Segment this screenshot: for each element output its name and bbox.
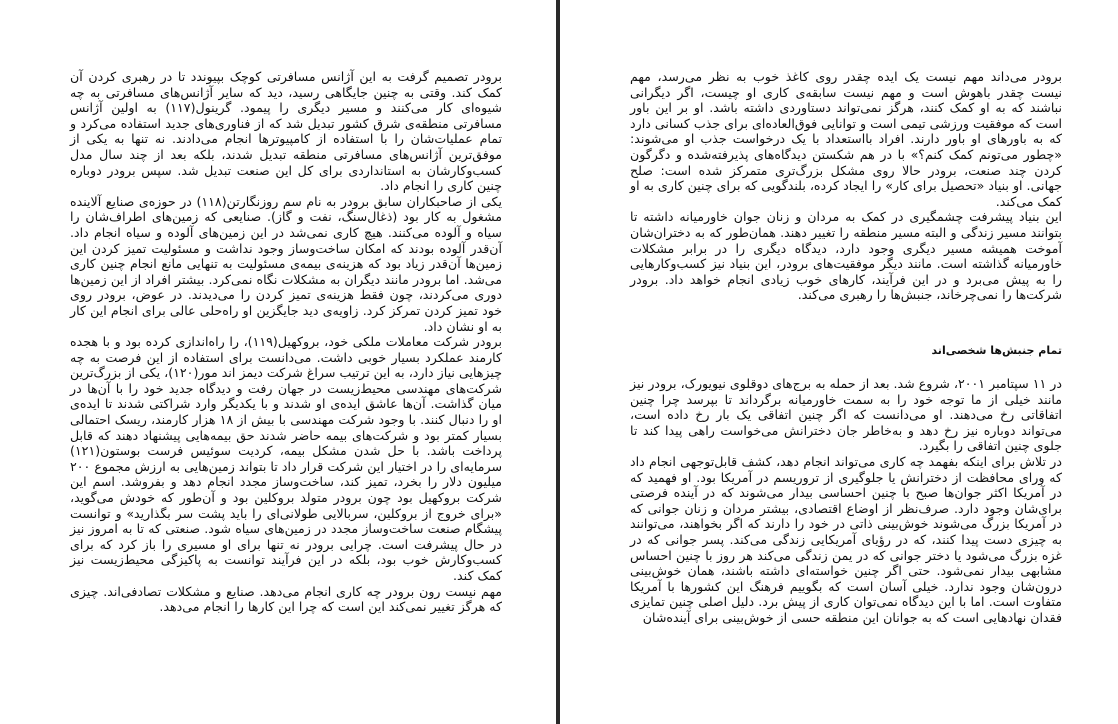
paragraph: برودر می‌داند مهم نیست یک ایده چقدر روی کاغذ خوب به نظر می‌رسد، مهم نیست چقدر باهوش است و مهم نیست سابقه‌ی کاری او چیست، اگر دیگرانی نباشند که به او کمک کنند، هرگز نمی‌تواند دستاوردی داشته باشد. او بر این باور است که موفقیت ورزشی تیمی است و توانایی فوق‌العاده‌ای برای جذب کسانی دارد که به باورهای او باور دارند. افراد بااستعداد با یک درخواست جذب او می‌شوند: «چطور می‌تونم کمک کنم؟» با در هم شکستن دیدگاه‌های پذیرفته‌شده و دگرگون کردن چند صنعت، برودر حالا روی مشکل بزرگ‌تری متمرکز شده است: صلح جهانی. او بنیاد «تحصیل برای کار» را ایجاد کرده، بلندگویی که برای چنین کاری به او کمک می‌کند. <box>630 69 1062 209</box>
paragraph: در تلاش برای اینکه بفهمد چه کاری می‌تواند انجام دهد، کشف قابل‌توجهی انجام داد که ورای محافظت از دخترانش یا جلوگیری از تروریسم در آمریکا بود. او فهمید که در آمریکا اکثر جوان‌ها صبح با چنین احساسی بیدار می‌شوند که در آینده فرصتی برای‌شان وجود دارد. صرف‌نظر از اوضاع اقتصادی، بیشتر مردان و زنان جوانی که در آمریکا بزرگ می‌شوند خوش‌بینی ذاتی در خود را دارند که اگر بخواهند، می‌توانند به چیزی دست پیدا کنند، که در رؤیای آمریکایی زندگی می‌کند. پسر جوانی که در غزه بزرگ می‌شود یا دختر جوانی که در یمن زندگی می‌کند هر روز با چنین احساس مشابهی بیدار نمی‌شود. حتی اگر چنین خواسته‌ای داشته باشند، همان خوش‌بینی درون‌شان وجود ندارد. خیلی آسان است که بگوییم فرهنگ این کشورها با آمریکا متفاوت است. اما با این دیدگاه نمی‌توان کاری از پیش برد. دلیل اصلی چنین تمایزی فقدان نهادهایی است که به جوانان این منطقه حسی از خوش‌بینی برای آینده‌شان <box>630 453 1062 625</box>
paragraph: در ۱۱ سپتامبر ۲۰۰۱، شروع شد. بعد از حمله به برج‌های دوقلوی نیویورک، برودر نیز مانند خیلی از ما توجه خود را به سمت خاورمیانه برگرداند تا بپرسد چرا چنین اتفاقاتی رخ می‌دهند. او می‌دانست که اگر چنین اتفاقی یک بار رخ داده است، می‌تواند دوباره نیز رخ دهد و به‌خاطر جان دخترانش می‌خواست راهی پیدا کند تا جلوی چنین اتفاقی را بگیرد. <box>630 376 1062 454</box>
section-heading: تمام جنبش‌ها شخصی‌اند <box>931 344 1062 357</box>
paragraph: یکی از صاحبکاران سابق برودر به نام سم روزنگارتن(۱۱۸) در حوزه‌ی صنایع آلاینده مشغول به کار بود (ذغال‌سنگ، نفت و گاز). صنایعی که زمین‌های اطراف‌شان را سیاه و آلوده می‌کنند. هیچ کاری نمی‌شد در این زمین‌های آلوده و سیاه انجام داد. آن‌قدر آلوده بودند که امکان ساخت‌وساز وجود نداشت و مسئولیت تمیز کردن این زمین‌ها آن‌قدر زیاد بود که هزینه‌ی بیمه‌ی مسئولیت به تنهایی مانع انجام چنین کاری می‌شد. اما برودر مانند دیگران به مشکلات نگاه نمی‌کرد. بیشتر افراد از این زمین‌ها دوری می‌کردند، چون فقط هزینه‌ی تمیز کردن را می‌دیدند. در عوض، برودر روی خود تمیز کردن تمرکز کرد. زاویه‌ی دید جایگزین او راه‌حلی عالی برای انجام این کار به او نشان داد. <box>70 193 502 334</box>
paragraph: برودر تصمیم گرفت به این آژانس مسافرتی کوچک بپیوندد تا در رهبری کردن آن کمک کند. وقتی به چنین جایگاهی رسید، دید که سایر آژانس‌های مسافرتی به چه شیوه‌ای کار می‌کنند و مسیر دیگری را پیمود. گرینول(۱۱۷) به اولین آژانس مسافرتی منطقه‌ی شرق کشور تبدیل شد که از فناوری‌های جدید استفاده می‌کرد و تمام عملیات‌شان را با استفاده از کامپیوترها انجام می‌دادند. نه تنها به یکی از موفق‌ترین آژانس‌های مسافرتی منطقه تبدیل شدند، بلکه بعد از چند سال مدل کسب‌وکارشان به استانداردی برای کل این صنعت تبدیل شد. سپس برودر دوباره چنین کاری را انجام داد. <box>70 69 502 194</box>
right-page <box>560 0 1116 724</box>
left-page-body <box>70 69 502 615</box>
paragraph: برودر شرکت معاملات ملکی خود، بروکهیل(۱۱۹)، را راه‌اندازی کرده بود و با هجده کارمند عملکرد بسیار خوبی داشت. می‌دانست برای استفاده از این فرصت به چه چیزهایی نیاز دارد، به این ترتیب سراغ شرکت دیمز اند مور(۱۲۰)، یکی از بزرگ‌ترین شرکت‌های مهندسی محیط‌زیست در جهان رفت و دیدگاه جدید خود را با آن‌ها در میان گذاشت. آن‌ها عاشق ایده‌ی او شدند و با یکدیگر وارد شراکتی شدند تا ایده‌ی او را دنبال کنند. با وجود شرکت مهندسی با بیش از ۱۸ هزار کارمند، ریسک احتمالی بسیار کمتر بود و شرکت‌های بیمه حاضر شدند حق بیمه‌هایی پیشنهاد دهند که قابل پرداخت باشد. با حل شدن مشکل بیمه، کردیت سوئیس فرست بوستون(۱۲۱) سرمایه‌ای را در اختیار این شرکت قرار داد تا بتواند زمین‌هایی به ارزش مجموع ۲۰۰ میلیون دلار را بخرد، تمیز کند، ساخت‌وساز مجدد انجام دهد و بفروشد. اسم این شرکت بروکهیل بود چون برودر متولد بروکلین بود و آن‌طور که خودش می‌گوید، «برای خروج از بروکلین، سربالایی طولانی‌ای را باید پشت سر بگذارید» و توانست پیشگام صنعت ساخت‌وساز مجدد در زمین‌های سیاه شود. صنعتی که تا به امروز نیز در حال پیشرفت است. چرایی برودر نه تنها برای او مسیری را باز کرد که برای کسب‌وکارش خوب بود، بلکه در این فرآیند توانست به پاکیزگی محیط‌زیست نیز کمک کند. <box>70 334 502 583</box>
right-page-body-bottom <box>630 376 1062 626</box>
paragraph: این بنیاد پیشرفت چشمگیری در کمک به مردان و زنان جوان خاورمیانه داشته تا بتوانند مسیر زندگی و البته مسیر منطقه را تغییر دهند. همان‌طور که به دختران‌شان آموخت همیشه مسیر دیگری وجود دارد، دیدگاه دیگری را در برابر مشکلات خاورمیانه گذاشته است. مانند دیگر موفقیت‌های برودر، این بنیاد نیز کسب‌وکارهایی را به پیش می‌برد و در این فرآیند، کارهای خوب زیادی انجام خواهد داد. برودر شرکت‌ها را نمی‌چرخاند، جنبش‌ها را رهبری می‌کند. <box>630 209 1062 303</box>
paragraph: مهم نیست رون برودر چه کاری انجام می‌دهد. صنایع و مشکلات تصادفی‌اند. چیزی که هرگز تغییر نمی‌کند این است که چرا این کارها را انجام می‌دهد. <box>70 583 502 615</box>
left-page <box>0 0 556 724</box>
right-page-body-top <box>630 69 1062 303</box>
